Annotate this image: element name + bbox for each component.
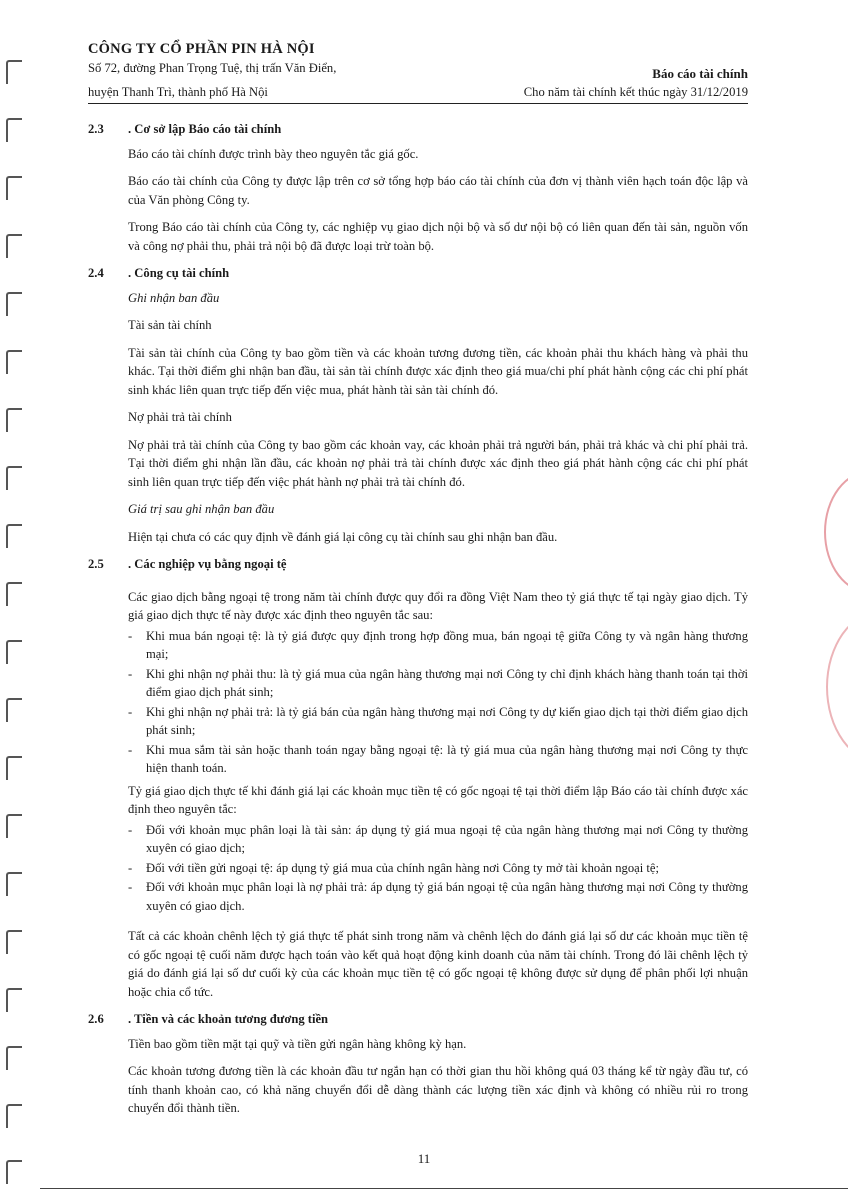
paragraph: Các giao dịch bằng ngoại tệ trong năm tài chính được quy đổi ra đồng Việt Nam theo tỷ giá thực tế tại ngày giao dịch. Tỷ giá giao dịch thực tế này được xác định theo nguyên tắc sau: — [128, 589, 748, 622]
binder-hole — [6, 60, 22, 84]
subheading: Nợ phải trả tài chính — [128, 410, 232, 424]
address-line-2: huyện Thanh Trì, thành phố Hà Nội — [88, 85, 268, 99]
page-header — [88, 40, 748, 104]
paragraph: Báo cáo tài chính được trình bày theo nguyên tắc giá gốc. — [128, 146, 419, 161]
stamp-arc — [824, 470, 848, 594]
report-title: Báo cáo tài chính — [652, 65, 748, 81]
section-title: . Các nghiệp vụ bằng ngoại tệ — [128, 557, 287, 571]
binder-hole — [6, 1046, 22, 1070]
section-heading — [88, 555, 748, 574]
paragraph: Hiện tại chưa có các quy định về đánh giá lại công cụ tài chính sau ghi nhận ban đầu. — [128, 529, 558, 544]
page-number: 11 — [417, 1151, 431, 1166]
binder-holes — [6, 0, 26, 1200]
red-stamp-fragment — [818, 470, 848, 770]
section-heading — [88, 264, 748, 283]
list-item: - Đối với tiền gửi ngoại tệ: áp dụng tỷ giá mua của chính ngân hàng nơi Công ty mở tài khoản ngoại tệ; — [128, 859, 748, 878]
list-item: - Khi mua sắm tài sản hoặc thanh toán ngay bằng ngoại tệ: là tỷ giá mua của ngân hàng thương mại nơi Công ty thực hiện thanh toán. — [128, 741, 748, 778]
binder-hole — [6, 640, 22, 664]
list-item: - Đối với khoản mục phân loại là nợ phải trả: áp dụng tỷ giá bán ngoại tệ của ngân hàng thương mại nơi Công ty thường xuyên có giao dịch. — [128, 878, 748, 915]
binder-hole — [6, 756, 22, 780]
paragraph: Tài sản tài chính của Công ty bao gồm tiền và các khoản tương đương tiền, các khoản phải thu khách hàng và phải thu khác. Tại thời điểm ghi nhận ban đầu, tài sản tài chính được xác định theo giá mua/chi phí phát hành cộng các chi phí phát sinh khác liên quan trực tiếp đến việc mua, phát hành tài sản tài chính đó. — [128, 345, 748, 397]
paragraph: Tiền bao gồm tiền mặt tại quỹ và tiền gửi ngân hàng không kỳ hạn. — [128, 1036, 467, 1051]
section-title: . Công cụ tài chính — [128, 266, 230, 280]
section-heading — [88, 120, 748, 139]
binder-hole — [6, 292, 22, 316]
binder-hole — [6, 524, 22, 548]
stamp-arc — [826, 610, 848, 764]
binder-hole — [6, 872, 22, 896]
section-title: . Tiền và các khoản tương đương tiền — [128, 1012, 329, 1026]
section-number: 2.5 — [88, 557, 104, 571]
binder-hole — [6, 698, 22, 722]
section-number: 2.4 — [88, 266, 104, 280]
binder-hole — [6, 1104, 22, 1128]
list-item: - Khi mua bán ngoại tệ: là tỷ giá được quy định trong hợp đồng mua, bán ngoại tệ giữa Công ty và ngân hàng thương mại; — [128, 627, 748, 664]
bullet-list — [128, 627, 748, 778]
binder-hole — [6, 408, 22, 432]
binder-hole — [6, 466, 22, 490]
binder-hole — [6, 234, 22, 258]
list-item: - Khi ghi nhận nợ phải trả: là tỷ giá bán của ngân hàng thương mại nơi Công ty dự kiến giao dịch tại thời điểm giao dịch phát sinh; — [128, 703, 748, 740]
section-title: . Cơ sở lập Báo cáo tài chính — [128, 122, 282, 136]
section-heading — [88, 1010, 748, 1029]
bullet-list — [128, 821, 748, 916]
binder-hole — [6, 176, 22, 200]
bottom-rule — [40, 1188, 848, 1189]
paragraph: Trong Báo cáo tài chính của Công ty, các nghiệp vụ giao dịch nội bộ và số dư nội bộ có liên quan đến tài sản, nguồn vốn và công nợ phải thu, phải trả nội bộ đã được loại trừ toàn bộ. — [128, 220, 748, 253]
paragraph: Tỷ giá giao dịch thực tế khi đánh giá lại các khoản mục tiền tệ có gốc ngoại tệ tại thời điểm lập Báo cáo tài chính được xác định theo nguyên tắc: — [128, 783, 748, 816]
binder-hole — [6, 814, 22, 838]
header-row — [88, 59, 748, 84]
binder-hole — [6, 350, 22, 374]
binder-hole — [6, 930, 22, 954]
list-item: - Khi ghi nhận nợ phải thu: là tỷ giá mua của ngân hàng thương mại nơi Công ty chỉ định khách hàng thanh toán tại thời điểm giao dịch phát sinh; — [128, 665, 748, 702]
section-number: 2.3 — [88, 122, 104, 136]
binder-hole — [6, 118, 22, 142]
address-line-1: Số 72, đường Phan Trọng Tuệ, thị trấn Văn Điển, — [88, 60, 337, 75]
binder-hole — [6, 988, 22, 1012]
report-period: Cho năm tài chính kết thúc ngày 31/12/2019 — [523, 85, 748, 99]
header-row-underlined — [88, 83, 748, 104]
paragraph: Báo cáo tài chính của Công ty được lập trên cơ sở tổng hợp báo cáo tài chính của đơn vị thành viên hạch toán độc lập và của Văn phòng Công ty. — [128, 174, 748, 207]
binder-hole — [6, 582, 22, 606]
subheading: Ghi nhận ban đầu — [128, 290, 220, 305]
section-number: 2.6 — [88, 1012, 104, 1026]
company-name: CÔNG TY CỔ PHẦN PIN HÀ NỘI — [88, 41, 315, 57]
paragraph: Các khoản tương đương tiền là các khoản đầu tư ngắn hạn có thời gian thu hồi không quá 03 tháng kể từ ngày đầu tư, có tính thanh khoản cao, có khả năng chuyển đổi dễ dàng thành các lượng tiền xác định và không có nhiều rủi ro trong chuyển đổi thành tiền. — [128, 1064, 748, 1115]
document-body — [88, 120, 748, 1127]
subheading: Tài sản tài chính — [128, 318, 212, 332]
paragraph: Tất cả các khoản chênh lệch tỷ giá thực tế phát sinh trong năm và chênh lệch do đánh giá lại số dư các khoản mục tiền tệ có gốc ngoại tệ cuối năm được hạch toán vào kết quả hoạt động kinh doanh của năm tài chính. Trong đó lãi chênh lệch tỷ giá do đánh giá lại số dư cuối kỳ của các khoản mục tiền tệ có gốc ngoại tệ không được sử dụng để phân phối lợi nhuận hoặc chia cổ tức. — [128, 929, 748, 999]
paragraph: Nợ phải trả tài chính của Công ty bao gồm các khoản vay, các khoản phải trả người bán, phải trả khác và chi phí phải trả. Tại thời điểm ghi nhận lần đầu, các khoản nợ phải trả tài chính được xác định theo giá phát hành cộng các chi phí phát sinh liên quan trực tiếp đến việc phát hành nợ phải trả tài chính đó. — [128, 437, 748, 489]
list-item: - Đối với khoản mục phân loại là tài sản: áp dụng tỷ giá mua ngoại tệ của ngân hàng thương mại nơi Công ty thường xuyên có giao dịch; — [128, 821, 748, 858]
subheading: Giá trị sau ghi nhận ban đầu — [128, 502, 275, 516]
